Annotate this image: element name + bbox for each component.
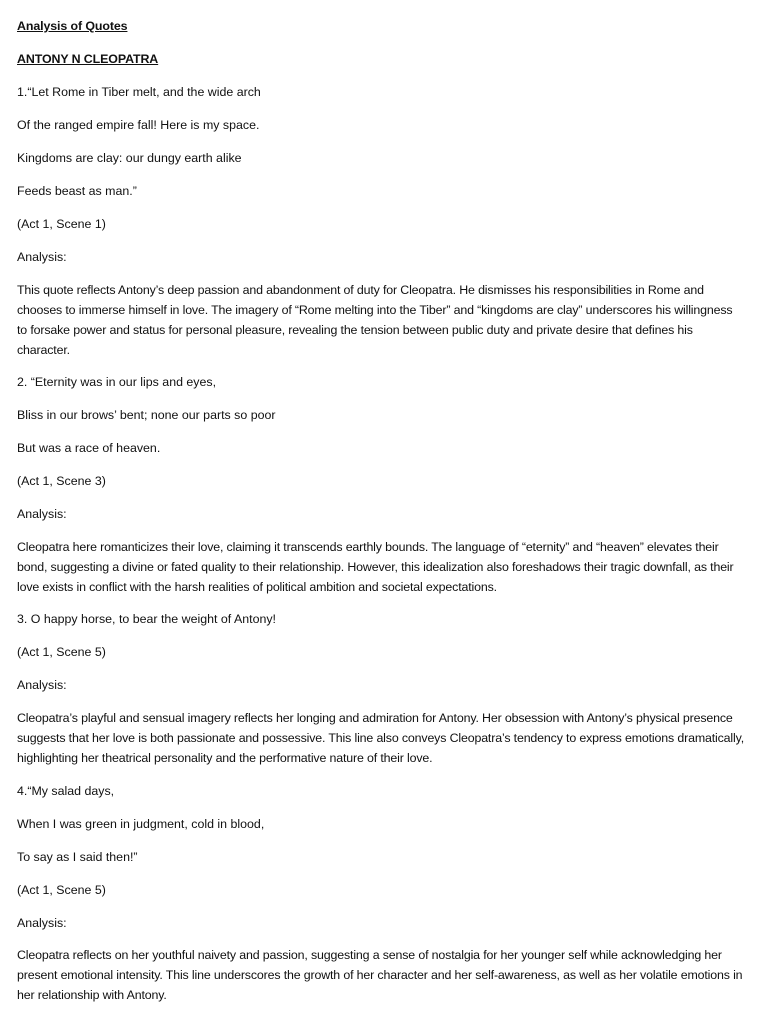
quote-3-analysis-label: Analysis: (17, 678, 67, 692)
quote-1-reference: (Act 1, Scene 1) (17, 217, 106, 231)
quote-4-analysis-label: Analysis: (17, 916, 67, 930)
quote-3-analysis: Cleopatra’s playful and sensual imagery reflects her longing and admiration for Antony. Her obsession with Antony’s physical presence suggests that her love is both passionate and possessive. This line also conveys Cleopatra’s tendency to express emotions dramatically, highlighting her theatrical personality and the performative nature of their love. (17, 711, 745, 765)
quote-2-reference: (Act 1, Scene 3) (17, 474, 106, 488)
quote-3-reference: (Act 1, Scene 5) (17, 645, 106, 659)
quote-2-line-3: But was a race of heaven. (17, 441, 161, 455)
quote-4-line-3: To say as I said then!” (17, 850, 138, 864)
quote-3-line-1: 3. O happy horse, to bear the weight of Antony! (17, 612, 276, 626)
quote-1-analysis-label: Analysis: (17, 250, 67, 264)
quote-2-line-1: 2. “Eternity was in our lips and eyes, (17, 375, 217, 389)
quote-1-line-1: 1.“Let Rome in Tiber melt, and the wide arch (17, 85, 261, 99)
quote-4-analysis: Cleopatra reflects on her youthful naivety and passion, suggesting a sense of nostalgia for her younger self while acknowledging her present emotional intensity. This line underscores the growth of her character and her self-awareness, as well as her volatile emotions in her relationship with Antony. (17, 948, 743, 1002)
quote-1-line-2: Of the ranged empire fall! Here is my space. (17, 118, 260, 132)
quote-4-line-2: When I was green in judgment, cold in blood, (17, 817, 265, 831)
quote-4-line-1: 4.“My salad days, (17, 784, 115, 798)
document-subtitle: ANTONY N CLEOPATRA (17, 52, 159, 66)
quote-1-line-4: Feeds beast as man.” (17, 184, 137, 198)
quote-2-line-2: Bliss in our brows’ bent; none our parts so poor (17, 408, 276, 422)
quote-4-reference: (Act 1, Scene 5) (17, 883, 106, 897)
quote-1-line-3: Kingdoms are clay: our dungy earth alike (17, 151, 242, 165)
quote-2-analysis-label: Analysis: (17, 507, 67, 521)
document-title: Analysis of Quotes (17, 19, 128, 33)
quote-2-analysis: Cleopatra here romanticizes their love, claiming it transcends earthly bounds. The language of “eternity” and “heaven” elevates their bond, suggesting a divine or fated quality to their relationship. However, this idealization also foreshadows their tragic downfall, as their love exists in conflict with the harsh realities of political ambition and societal expectations. (17, 540, 734, 594)
quote-1-analysis: This quote reflects Antony’s deep passion and abandonment of duty for Cleopatra. He dismisses his responsibilities in Rome and chooses to immerse himself in love. The imagery of “Rome melting into the Tiber” and “kingdoms are clay” underscores his willingness to forsake power and status for personal pleasure, revealing the tension between public duty and private desire that defines his character. (17, 283, 733, 357)
